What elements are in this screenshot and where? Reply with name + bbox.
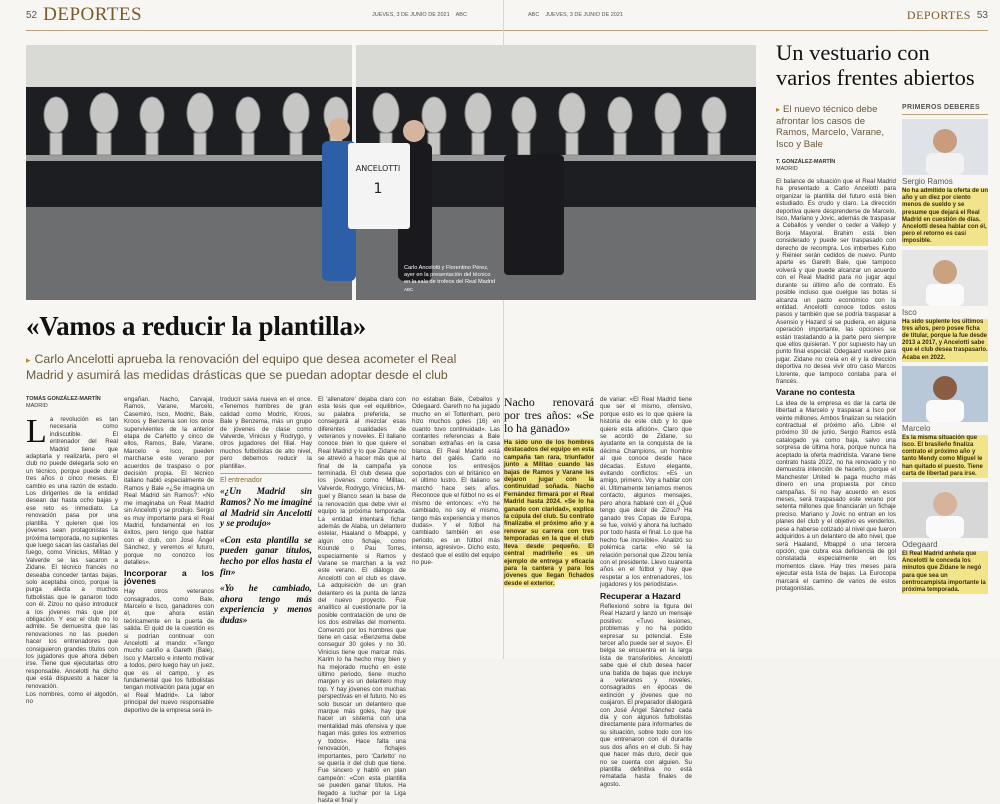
paragraph-text: Los nombres, como el algodón, no [26, 691, 118, 706]
player-portrait-image [902, 366, 988, 422]
triangle-bullet-icon: ▸ [26, 355, 31, 365]
photo-caption [404, 265, 496, 294]
trophy-room-image-right [504, 45, 756, 300]
player-note: Es la misma situación que Isco. El brasileño finaliza contrato el próximo año y tanto Mendy como Miguel le han quitado el puesto. Tiene carta de libertad para irse. [902, 435, 988, 478]
paragraph-text: troducir savia nueva en el once. «Tenemos hombres de gran calidad como Modric, Kroos, Bale y Benzema, más un grupo de jóvenes de clase como Valverde, Vinicius y Rodrygo, y otros jugadores del filial. Hay muchos futbolistas de alto nivel, pero debemos reducir la plantilla». [220, 396, 312, 470]
player-card [902, 366, 988, 478]
paragraph [600, 396, 692, 589]
subhead-line-2: Madrid y asumirá las medidas drásticas que se puedan adoptar desde el club [26, 368, 448, 382]
nacho-column [504, 396, 594, 659]
sidebar-subtitle-text: El nuevo técnico debe afrontar los casos de Ramos, Marcelo, Varane, Isco y Bale [776, 104, 885, 150]
player-card [902, 250, 988, 362]
paragraph [124, 588, 214, 714]
brand-left: ABC [455, 12, 467, 18]
player-photo [902, 250, 988, 306]
date-right: JUEVES, 3 DE JUNIO DE 2021 [545, 12, 623, 18]
paragraph-text: a revolución es tan necesaria como indiscutible. El entrenador del Real Madrid tiene que adaptarla y realizarla, pero el club no puede delegarla solo en un técnico, porque puede durar tres años o cinco meses. El cambio es una razón de estado. Los dirigentes de la entidad desean dar hasta ocho bajas y ese reto es inmediato. La renovación pasa por una plantilla. Y quieren que los jóvenes sean protagonistas la próxima temporada, no suplentes que luego sacan las castañas del fuego, como Vinicius, Militao y Valverde se las sacaron a Zidane. El técnico francés no deseaba conceder tantas bajas, solo aceptaba cinco, porque la purga afecta a muchos futbolistas que le ganaron todo con él. Zizou no quiso introducir a los jóvenes más que por obligación. Y eso el club no lo admite. Se demuestra que las renovaciones no las pueden hacer los entrenadores que consiguieron grandes títulos con los jugadores que ahora deben irse. Tiene que ejecutarlas otro responsable. Ancelotti ha dicho que está dispuesto a hacer la renovación. [26, 416, 118, 690]
player-portrait-image [902, 119, 988, 175]
dropcap: L [26, 413, 47, 450]
article-column-3 [220, 396, 312, 659]
sidebar-author: T. GONZÁLEZ-MARTÍN [776, 159, 836, 165]
paragraph-text: Hay otros veteranos consagrados, como Bale, Marcelo e Isco, ganadores con él, que ahora están teóricamente en la puerta de salida. El quid de la cuestión es si podrían continuar con Ancelotti al mando: «Tengo mucho cariño a Gareth (Bale), Isco y Marcelo e intento motivar a todos, pero luego hay un juez, que es el campo, y es fundamental que los futbolistas tengan motivación para jugar en el Real Madrid». La labor principal del nuevo responsable deportivo de la empresa será in- [124, 588, 214, 714]
paragraph [220, 396, 312, 470]
player-note: No ha admitido la oferta de un año y un diez por ciento menos de sueldo y se presume que dejará el Real Madrid en cuestión de días. Ancelotti desea hablar con él, pero el retorno es casi imposible. [902, 188, 989, 245]
column-subheading: Recuperar a Hazard [600, 590, 681, 601]
player-name: Marcelo [902, 423, 931, 433]
page-number-right: 53 [976, 9, 988, 21]
article-column-6 [600, 396, 692, 788]
byline-place: MADRID [26, 403, 48, 409]
pull-quote-2: «Con esta plantilla se pueden ganar títulos, hecho por ellos hasta el fin» [220, 535, 312, 578]
trophy-room-image [26, 45, 504, 300]
triangle-bullet-icon: ▸ [776, 105, 781, 114]
byline-author: TOMÁS GONZÁLEZ-MARTÍN [26, 396, 101, 402]
player-portrait-image [902, 482, 988, 538]
column-subheading: Incorporar a los jóvenes [124, 568, 214, 586]
shirt-number: 1 [373, 181, 383, 197]
paragraph [124, 396, 214, 566]
paragraph [776, 178, 896, 385]
sidebar-title: Un vestuario con varios frentes abiertos [776, 40, 975, 90]
paragraph-text: engañan. Nacho, Carvajal, Ramos, Varane, Marcelo, Casemiro, Isco, Modric, Bale, Kroos y Benzema son los once supervivientes de la anterior etapa de Carletto y cinco de ellos, Ramos, Bale, Varane, Marcelo e Isco, pueden marcharse este verano por acuerdos de traspaso o por decisión propia. El técnico italiano habló especialmente de Ramos y Bale «¿Se imagina un Real Madrid sin Ramos?: «No me imaginaba un Real Madrid sin Ancelotti y se produjo. Sergio es muy importante para el Real Madrid, fundamental en los éxitos, pero tengo que hablar con el club, con José Ángel Sánchez, y veremos el futuro, porque no conozco los detalles». [124, 396, 214, 566]
sidebar-column [776, 178, 896, 659]
brand-right: ABC [528, 12, 540, 18]
article-subhead [26, 352, 486, 383]
player-note: El Real Madrid anhela que Ancelotti le conceda los minutos que Zidane le negó para que sea un centrocampista importante la próxima temporada. [902, 551, 988, 594]
pull-quote-3: «Yo he cambiado, ahora tengo más experiencia y menos dudas» [220, 584, 312, 626]
player-name: Odegaard [902, 540, 938, 550]
subhead-line-1: Carlo Ancelotti aprueba la renovación del equipo que desea acometer el Real [34, 352, 457, 366]
right-page [504, 0, 1000, 788]
paragraph-text: El 'allenatore' dejaba claro con esta tesis que «el equilibrio», su palabra preferida, se conseguirá al mezclar esas diferentes cualidades de veteranos y noveles. El italiano conoce bien lo que quiere el Real Madrid y lo que Zidane no se atrevió a hacer más que al final de la campaña ya terminada. El club desea que los jóvenes como Militao, Valverde, Rodrygo, Vinicius, Mi- [318, 396, 406, 492]
player-photo [902, 119, 988, 175]
quote-label: El entrenador [220, 473, 312, 484]
player-portrait-image [902, 250, 988, 306]
paragraph-text: no estaban Bale, Ceballos y Odegaard. Gareth no ha jugado mucho en el Tottenham, pero hizo muchos goles (16) en cuanto tuvo continuidad». Las contantes referencias a Bale sonaban extrañas en la casa blanca. El Real Madrid está harto del galés. Carlo no conoce los entresijos soportados con el británico en el último lustro. El italiano se marchó hace seis años. Reconoce que el fútbol no es el mismo de entonces: «Yo he cambiado, no soy el mismo, tengo más experiencia y menos dudas». Y el fútbol ha cambiado también en ese periodo, es un fútbol más intenso, agresivo». Dicho esto, destacó que el estilo del equipo no pue- [412, 396, 500, 566]
player-card [902, 482, 988, 594]
player-photo [902, 482, 988, 538]
primeros-deberes-panel [902, 104, 988, 598]
article-headline: «Vamos a reducir la plantilla» [26, 311, 367, 341]
player-photo [902, 366, 988, 422]
paragraph-text: Reflexionó sobre la figura del Real Hazard y lanzó un mensaje positivo: «Tuvo lesiones, problemas y no ha podido expresar su potencial. Este tercer año puede ser el suyo». El belga se encuentra en la larga lista de transferibles. Ancelotti sabe que el club desea hacer una batida de bajas que incluye a veteranos y noveles, consagrados en épocas de extinción y jóvenes que no cuajaron. El preparador dialogará con José Ángel Sánchez cada día y con algunos futbolistas directamente para informarles de su situación, sobre todo con los que entrenaron con él durante sus dos años en el club. Si hay que hacer más duro, decir que no se cuenta con alguien. Su plantilla definitiva no está rematada hasta finales de agosto. [600, 602, 692, 788]
left-folio-meta [372, 4, 467, 26]
top-rule-left [26, 30, 503, 31]
paragraph [504, 439, 594, 587]
pull-quote-1: «¿Un Madrid sin Ramos? No me imaginé al Madrid sin Ancelotti y se produjo» [220, 487, 312, 530]
shirt-text: ANCELOTTI [355, 164, 401, 173]
paragraph [318, 396, 406, 492]
photo-caption-credit: ABC [404, 287, 414, 292]
paragraph-text: El balance de situación que el Real Madrid ha presentado a Carlo Ancelotti para organizar la plantilla del futuro está bien estudiado. Es crudo y claro. La dirección deportiva quiere desprenderse de Marcelo, Isco, Mariano y Jovic, además de traspasar a Ceballos y vender o ceder a Vallejo y Borja Mayoral. Brahim está bien considerado y puede ser traspasado con derecho de recompra. Los imberbes Kubo y Reinier serán cedidos de nuevo. Punto aparte es Gareth Bale, que tampoco volverá y que puede alcanzar un acuerdo con el Real Madrid para no jugar aquí durante su último año de contrato. Es posible incluso que cuelgue las botas si alcanza un pacto económico con la entidad. Ancelotti conoce todos estos pasos y también que se podría traspasar a Asensio y Hazard si se pudiera, en alguna operación importante, las opciones se están trasladando a la parte pero siempre que ellos quisieran. Y por supuesto hay un punto final especial: Odegaard vuelve para jugar. Zidane no creía en él y la dirección deportiva no desea vivir otro caso Marcos Llorente, que tampoco contaba para el francés. [776, 178, 896, 385]
player-card [902, 119, 988, 246]
nacho-headline: Nacho renovará por tres años: «Se lo ha ganado» [504, 395, 594, 435]
paragraph [776, 400, 896, 593]
article-column-1 [26, 396, 118, 706]
paragraph [26, 413, 118, 690]
right-folio-meta [528, 4, 623, 26]
nacho-highlight-text: Ha sido uno de los hombres destacados del equipo en esta campaña tan rara, triunfador junto a Militao cuando las bajas de Ramos y Varane les dejaron jugar con la continuidad soñada. Nacho Fernández firmará por el Real Madrid hasta 2024. «Se lo ha ganado con claridad», explica la cúpula del club. Su contrato finalizaba el próximo año y a renovar su carrera con tres temporadas en la que el club lleva desde pequeño. El central madrileño es un ejemplo de entrega y eficacia para la cantera y para los jóvenes que llegan fichados desde el exterior. [504, 439, 594, 587]
top-rule-right [504, 30, 988, 31]
sidebar-place: MADRID [776, 166, 798, 172]
panel-title: PRIMEROS DEBERES [902, 104, 988, 115]
paragraph [26, 691, 118, 706]
player-note: Ha sido suplente los últimos tres años, pero posee ficha de titular, porque la fue desde 2013 a 2017, y Ancelotti sabe que el club desea traspasarlo. Acaba en 2022. [902, 318, 988, 361]
article-column-2 [124, 396, 214, 714]
paragraph-text: de variar: «El Real Madrid tiene que ser el mismo, ofensivo, porque esto es lo que quiere la historia de este club y lo que quiere esta afición». Claro que se acordó de Zidane, su ayudante en la conquista de la décima Champions, un hombre al que conoce desde hace décadas. Estuvo elegante, evitando conflictos: «Es un amigo, primero. Voy a hablar con él. Últimamente teníamos menos contacto, algunos mensajes, pero ahora hablaré con él ¿Qué tengo que decir de Zizou? Ha ganado tres Copas de Europa, se fue, volvió y ahora ha luchado por todo hasta el final. Lo que ha hecho fue increíble». Analizó su polémica carta: «No sé la relación personal que Zizou tenía con el presidente. Llevo cuarenta años en el fútbol y hay que respetar a los entrenadores, los jugadores y los periodistas». [600, 396, 692, 589]
section-title-right: DEPORTES [906, 7, 971, 22]
paragraph [412, 396, 500, 566]
player-name: Isco [902, 307, 917, 317]
paragraph-text: guel y Blanco sean la base de la renovación que debe vivir el equipo la próxima temporada. La entidad intentará fichar además de Alaba, un delantero estelar, Haaland o Mbappé, y algún otro fichaje, como Koundé o Pau Torres, especialmente si Ramos y Varane se marchan a la vez este verano. El diálogo de Ancelotti con el club es clave. La adquisición de un gran delantero es la punta de lanza del nuevo proyecto. Fue analítico al cuestionarle por la posible contratación de uno de los dos estrellas del momento. Comenzó por los hombres que tiene en casa: «Benzema debe conseguir 30 goles y no 30. Vinicius tiene que marcar más. Karim lo ha hecho muy bien y ha mejorado mucho en este último periodo, tiene mucho margen y es un delantero muy top. Y hay jóvenes con muchas perspectivas en el futuro. No es solo buscar un delantero que marque más goles, hay que hacer un sistema con una mentalidad más ofensiva y que hagan más goles los extremos y todos». Hace falta una renovación, fichajes importantes, pero 'Carletto' no se quería ir del club que tiene. Fue sincero y habló en plan campeón: «Con esta plantilla se pueden ganar títulos. Ha llegado a luchar por la Liga hasta el final y [318, 493, 406, 804]
date-left: JUEVES, 3 DE JUNIO DE 2021 [372, 12, 450, 18]
article-column-4 [318, 396, 406, 804]
player-name: Sergio Ramos [902, 177, 953, 186]
paragraph [600, 603, 692, 788]
article-column-5 [412, 396, 500, 659]
article-byline [26, 396, 118, 410]
left-folio [26, 4, 142, 26]
trophy-room-photo-left [26, 45, 504, 300]
photo-caption-text: Carlo Ancelotti y Florentino Pérez, ayer en la presentación del técnico en la sala de trofeos del Real Madrid [404, 265, 496, 285]
column-subheading: Varane no contesta [776, 387, 855, 398]
sidebar-byline [776, 159, 835, 173]
paragraph [318, 493, 406, 804]
right-folio [907, 4, 988, 26]
paragraph-text: La idea de la empresa es dar la carta de libertad a Marcelo y traspasar a Isco por veinte millones. Ambos finalizan su relación contractual el próximo año. Libre el próximo 30 de junio, Sergio Ramos está catalogado ya como baja, salvo una sorpresa de última hora, porque nunca ha aceptado la oferta madridista. Varane tiene contrato hasta 2022, no ha renovado y no demuestra intención de hacerlo, porque el Manchester United le paga mucho más dinero en una propuesta por cinco campañas. Si no hay acuerdo en esos meses, será traspasado este verano por setenta millones que financiarán un fichaje preciso. Mariano y Jovic no entran en los planes del club y el objetivo es venderlos, pese a haberse cotizado al nivel que fueron adquiridos a un delantero de alto nivel, que será Haaland, Mbappé o una tercera opción, que cubra esa deficiencia de gol constatada especialmente en los momentos clave. Hay tres meses para ejecutar esta lista de bajas. La Eurocopa marcará el camino de varios de estos protagonistas. [776, 399, 896, 592]
sidebar-subtitle [776, 104, 898, 150]
trophy-room-photo-right [504, 45, 756, 300]
page-number-left: 52 [26, 9, 38, 21]
section-title-left: DEPORTES [43, 4, 143, 25]
